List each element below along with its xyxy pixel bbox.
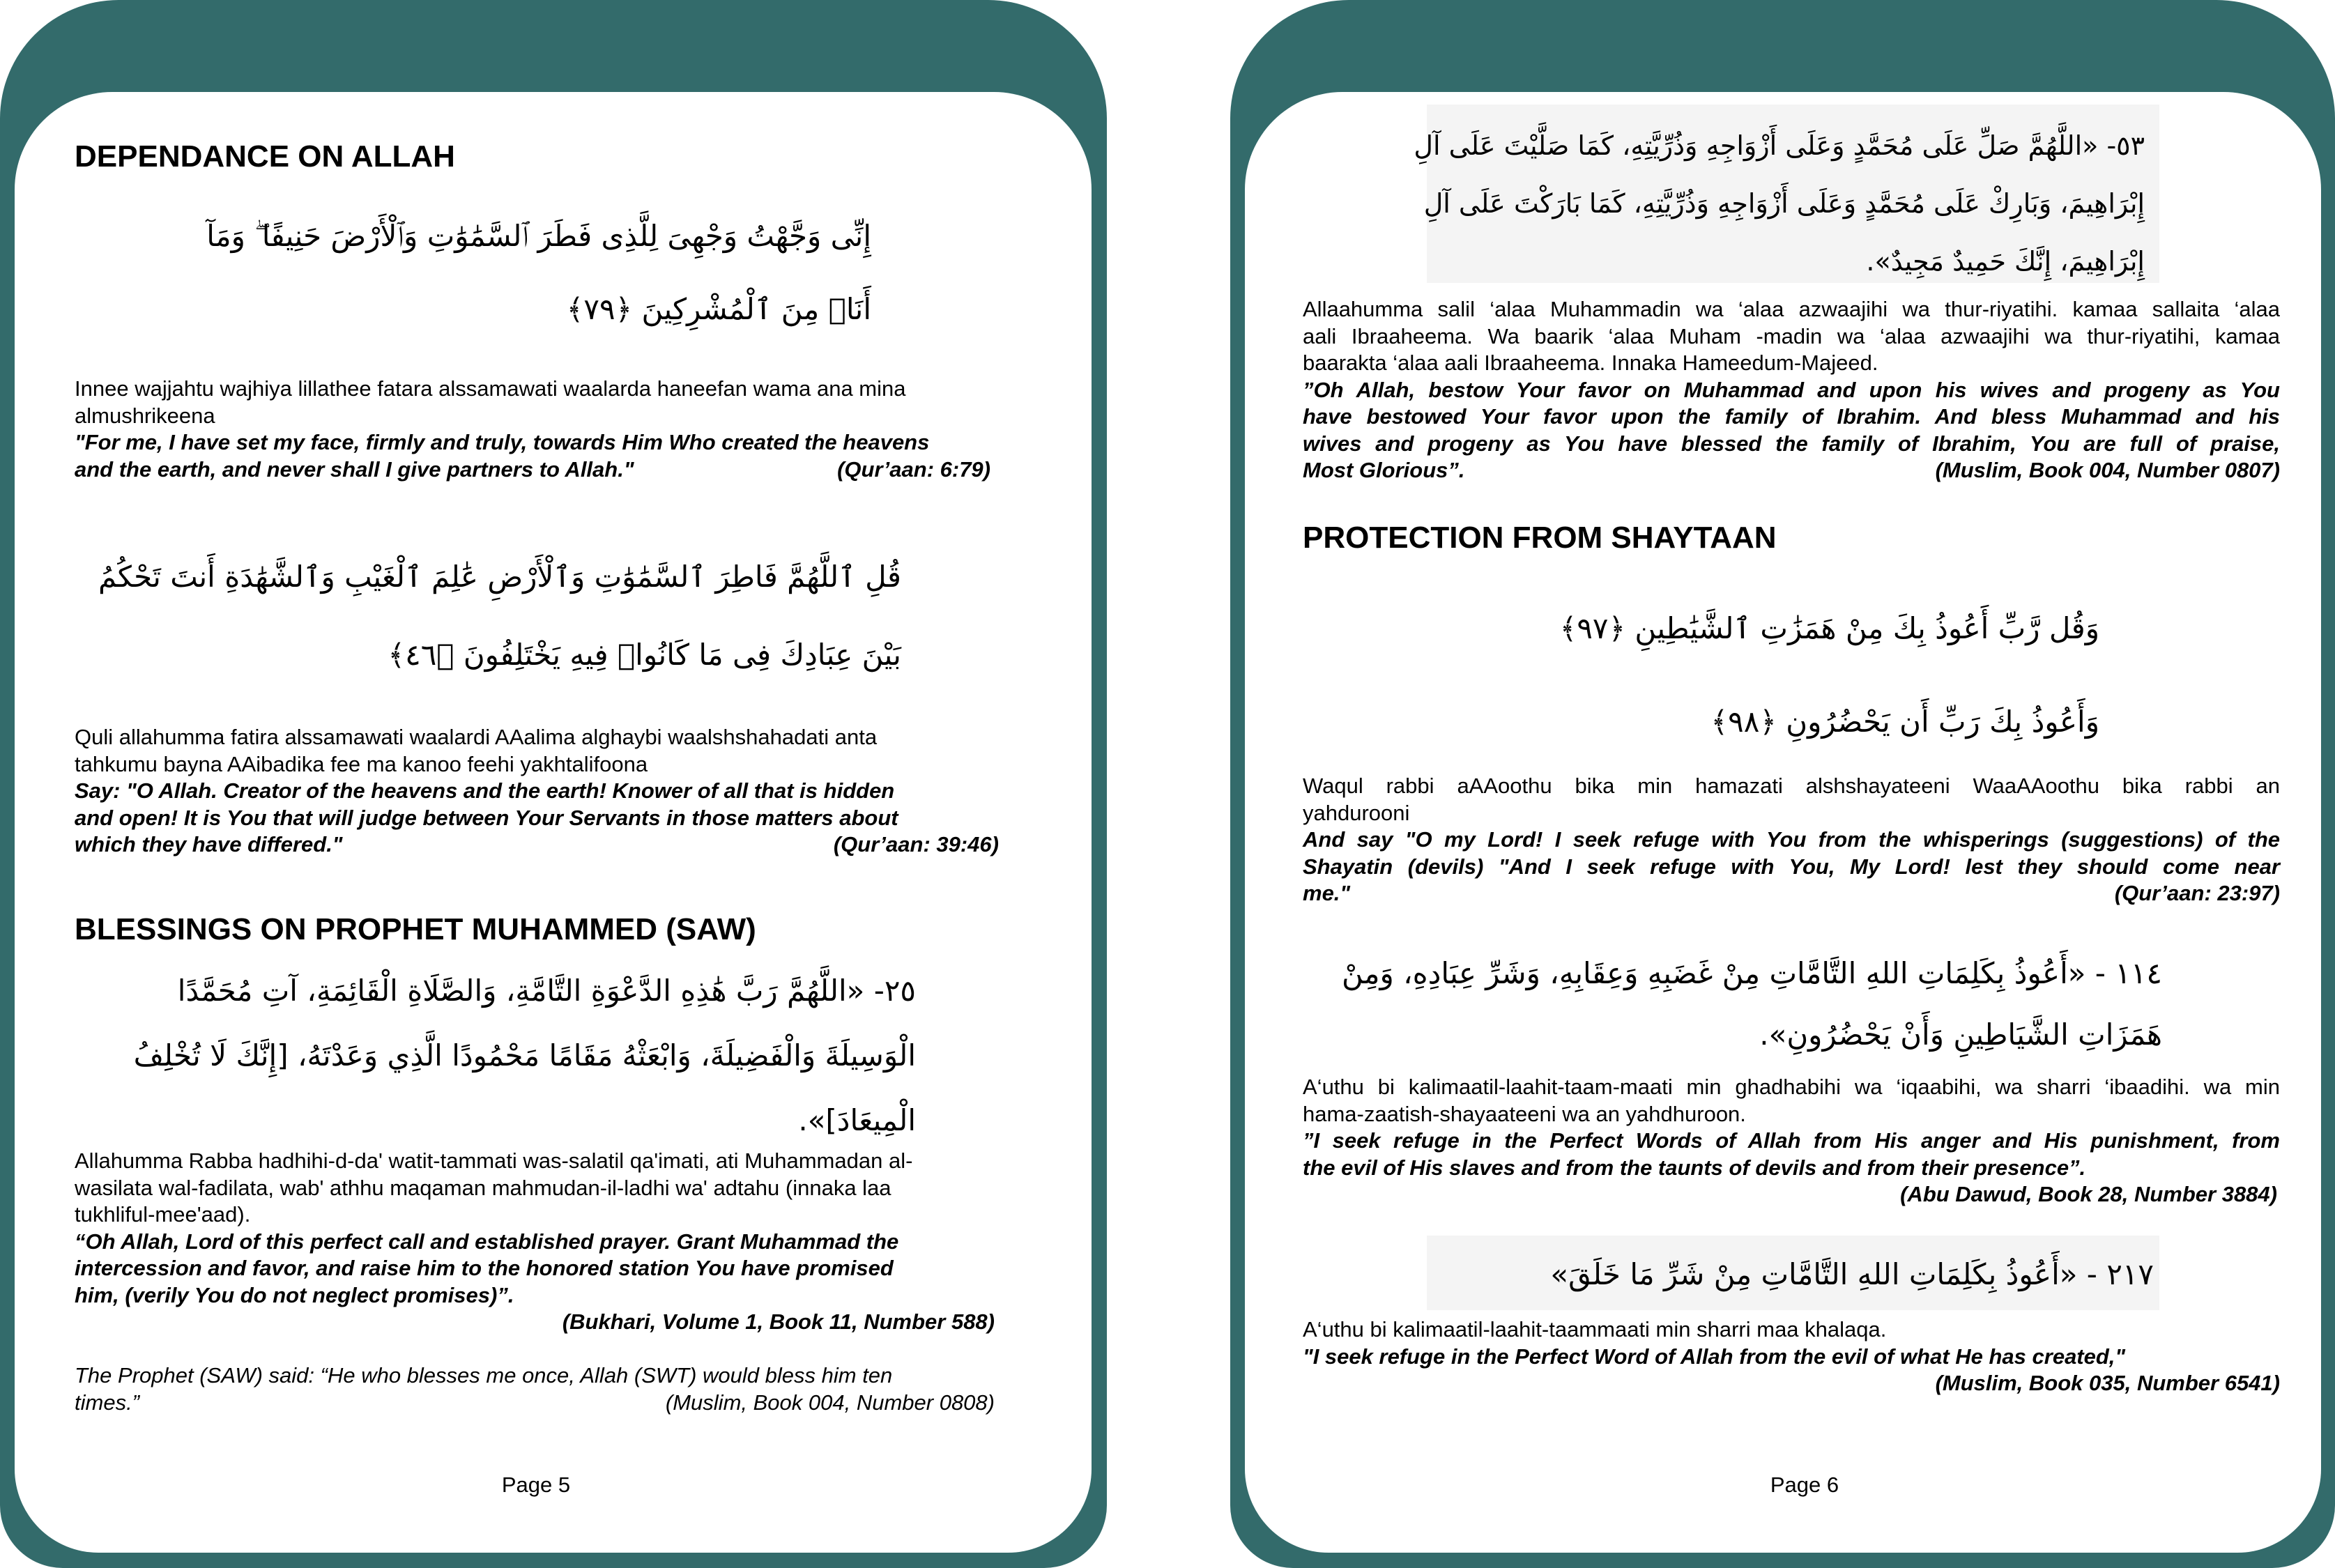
arabic-verse [1436,582,2099,769]
transliteration [1303,773,2280,907]
text-line: Quli allahumma fatira alssamawati waalardi AAalima alghaybi waalshshahadati anta [75,725,878,749]
transliteration [75,724,1002,859]
translation-line: Say: "O Allah. Creator of the heavens and the earth! Knower of all that is hidden [75,778,895,803]
arabic-verse [160,199,871,346]
reference: (Qur’aan: 23:97) [2114,881,2280,905]
text-line: wasilata wal-fadilata, wab' athhu maqaman mahmudan-il-ladhi wa' adtahu (innaka laa [75,1175,891,1200]
translation-line: Shayatin (devils) "And I seek refuge with You, My Lord! lest they should come near [1303,854,2280,879]
arabic-dua [1342,943,2162,1066]
arabic-line: ٥٣- «اللَّهُمَّ صَلِّ عَلَى مُحَمَّدٍ وَعَلَى أَزْوَاجِهِ وَذُرِّيَّتِهِ، كَمَا صَلَّيْتَ عَلَى آلِ [1414,130,2145,161]
prophet-saying [75,1362,1002,1416]
text-line: The Prophet (SAW) said: “He who blesses me once, Allah (SWT) would bless him ten [75,1363,893,1388]
arabic-line: إِنِّى وَجَّهْتُ وَجْهِىَ لِلَّذِى فَطَرَ ٱلسَّمَٰوَٰتِ وَٱلْأَرْضَ حَنِيفًا ۖ وَمَآ [206,219,871,253]
arabic-line: قُلِ ٱللَّهُمَّ فَاطِرَ ٱلسَّمَٰوَٰتِ وَٱلْأَرْضِ عَٰلِمَ ٱلْغَيْبِ وَٱلشَّهَٰدَةِ أَنتَ تَحْكُمُ [98,560,901,594]
transliteration [1303,1316,2280,1397]
translation-ref-row [1303,457,2280,484]
arabic-dua [133,958,916,1153]
text-line: tukhliful-mee'aad). [75,1202,251,1227]
arabic-verse [98,538,901,694]
translation-line: him, (verily You do not neglect promises)”. [75,1282,514,1307]
text-line: Innee wajjahtu wajhiya lillathee fatara alssamawati waalarda haneefan wama ana mina [75,376,906,401]
arabic-line: ١١٤ - «أَعُوذُ بِكَلِمَاتِ اللهِ التَّامَّاتِ مِنْ غَضَبِهِ وَعِقَابِهِ، وَشَرِّ عِبَادِهِ، وَمِنْ [1342,956,2162,990]
arabic-line: الْوَسِيلَةَ وَالْفَضِيلَةَ، وَابْعَثْهُ مَقَامًا مَحْمُودًا الَّذِي وَعَدْتَهُ، [إِنَّكَ لَا تُخْلِفُ [133,1038,916,1073]
translation-line: ”Oh Allah, bestow Your favor on Muhammad and upon his wives and progeny as You [1303,377,2280,402]
arabic-line: وَأَعُوذُ بِكَ رَبِّ أَن يَحْضُرُونِ ﴿٩٨﴾ [1710,705,2099,739]
reference: (Qur’aan: 6:79) [837,456,990,482]
translation-line: intercession and favor, and raise him to the honored station You have promised [75,1256,894,1280]
arabic-line: وَقُل رَّبِّ أَعُوذُ بِكَ مِنْ هَمَزَٰتِ ٱلشَّيَٰطِينِ ﴿٩٧﴾ [1559,611,2099,645]
translation-line: me." [1303,881,1351,905]
section-heading: BLESSINGS ON PROPHET MUHAMMED (SAW) [75,912,756,946]
translation-line: And say "O my Lord! I seek refuge with You from the whisperings (suggestions) of the [1303,827,2280,852]
arabic-line: ٢١٧ - «أَعُوذُ بِكَلِمَاتِ اللهِ التَّامَّاتِ مِنْ شَرِّ مَا خَلَقَ» [1550,1257,2154,1291]
translation-line: ”I seek refuge in the Perfect Words of Allah from His anger and His punishment, from [1303,1128,2280,1153]
arabic-line: أَنَا۠ مِنَ ٱلْمُشْرِكِينَ ﴿٧٩﴾ [566,292,871,326]
reference: (Muslim, Book 004, Number 0808) [665,1390,995,1415]
translation-ref-row [75,831,999,859]
text-line: A‘uthu bi kalimaatil-laahit-taammaati min sharri maa khalaqa. [1303,1317,1887,1342]
section-heading: DEPENDANCE ON ALLAH [75,139,455,174]
translation-line: wives and progeny as You have blessed the family of Ibrahim, You are full of praise, [1303,431,2280,456]
reference: (Muslim, Book 004, Number 0807) [1935,458,2280,482]
text-line: Allahumma Rabba hadhihi-d-da' watit-tammati was-salatil qa'imati, ati Muhammadan al- [75,1148,913,1173]
arabic-line: هَمَزَاتِ الشَّيَاطِينِ وَأَنْ يَحْضُرُونِ». [1759,1017,2162,1052]
arabic-line: بَيْنَ عِبَادِكَ فِى مَا كَانُوا۟ فِيهِ يَخْتَلِفُونَ ﴿٤٦﴾ [388,638,901,672]
translation-line: "I seek refuge in the Perfect Word of Allah from the evil of what He has created," [1303,1344,2126,1369]
text-line: Waqul rabbi aAAoothu bika min hamazati alshshayateeni WaaAAoothu bika rabbi an [1303,774,2280,798]
arabic-line: الْمِيعَادَ]». [798,1103,916,1137]
translation-line: which they have differed." [75,832,343,856]
saying-ref-row [75,1390,995,1417]
text-line: times.” [75,1390,139,1415]
page-number: Page 5 [501,1473,571,1497]
reference: (Muslim, Book 035, Number 6541) [1935,1371,2280,1395]
translation-line: and the earth, and never shall I give partners to Allah." [75,456,634,482]
transliteration [75,1148,1002,1336]
reference: (Bukhari, Volume 1, Book 11, Number 588) [562,1309,995,1334]
text-line: baarakta ‘alaa aali Ibraaheema. Innaka Hameedum-Majeed. [1303,351,1878,375]
transliteration [1303,296,2280,484]
translation-line: "For me, I have set my face, firmly and truly, towards Him Who created the heavens [75,430,930,454]
translation-line: the evil of His slaves and from the taunts of devils and from their presence”. [1303,1155,2086,1180]
reference: (Abu Dawud, Book 28, Number 3884) [1900,1182,2277,1206]
transliteration [1303,1074,2280,1208]
translation-ref-row [1303,880,2280,907]
translation-line: and open! It is You that will judge between Your Servants in those matters about [75,805,898,830]
translation-line: Most Glorious”. [1303,458,1465,482]
arabic-dua [1414,117,2145,291]
arabic-line: ٢٥- «اللَّهُمَّ رَبَّ هَٰذِهِ الدَّعْوَةِ التَّامَّةِ، وَالصَّلَاةِ الْقَائِمَةِ، آتِ مُحَمَّدًا [177,974,916,1008]
translation-line: “Oh Allah, Lord of this perfect call and established prayer. Grant Muhammad the [75,1229,899,1254]
text-line: tahkumu bayna AAibadika fee ma kanoo feehi yakhtalifoona [75,751,648,776]
text-line: hama-zaatish-shayaateeni wa an yahdhuroon. [1303,1101,1746,1126]
arabic-line: إِبْرَاهِيمَ، وَبَارِكْ عَلَى مُحَمَّدٍ وَعَلَى أَزْوَاجِهِ وَذُرِّيَّتِهِ، كَمَا بَارَكْتَ عَلَى آلِ [1423,188,2145,219]
text-line: Allaahumma salil ‘alaa Muhammadin wa ‘alaa azwaajihi wa thur-riyatihi. kamaa sallaita ‘alaa [1303,297,2280,321]
section-heading: PROTECTION FROM SHAYTAAN [1303,521,1777,555]
translation-ref-row [75,456,990,484]
translation-line: have bestowed Your favor upon the family of Ibrahim. And bless Muhammad and his [1303,404,2280,429]
text-line: A‘uthu bi kalimaatil-laahit-taam-maati min ghadhabihi wa ‘iqaabihi, wa sharri ‘ibaadihi. wa min [1303,1075,2280,1099]
text-line: aali Ibraaheema. Wa baarik ‘alaa Muham -madin wa ‘alaa azwaajihi wa thur-riyatihi, kamaa [1303,323,2280,348]
text-line: almushrikeena [75,403,215,428]
transliteration [75,376,1002,483]
arabic-line: إِبْرَاهِيمَ، إِنَّكَ حَمِيدٌ مَجِيدٌ». [1866,246,2145,277]
text-line: yahdurooni [1303,800,1410,825]
reference: (Qur’aan: 39:46) [833,832,999,856]
arabic-dua [1436,1244,2154,1305]
page-number: Page 6 [1770,1473,1839,1497]
